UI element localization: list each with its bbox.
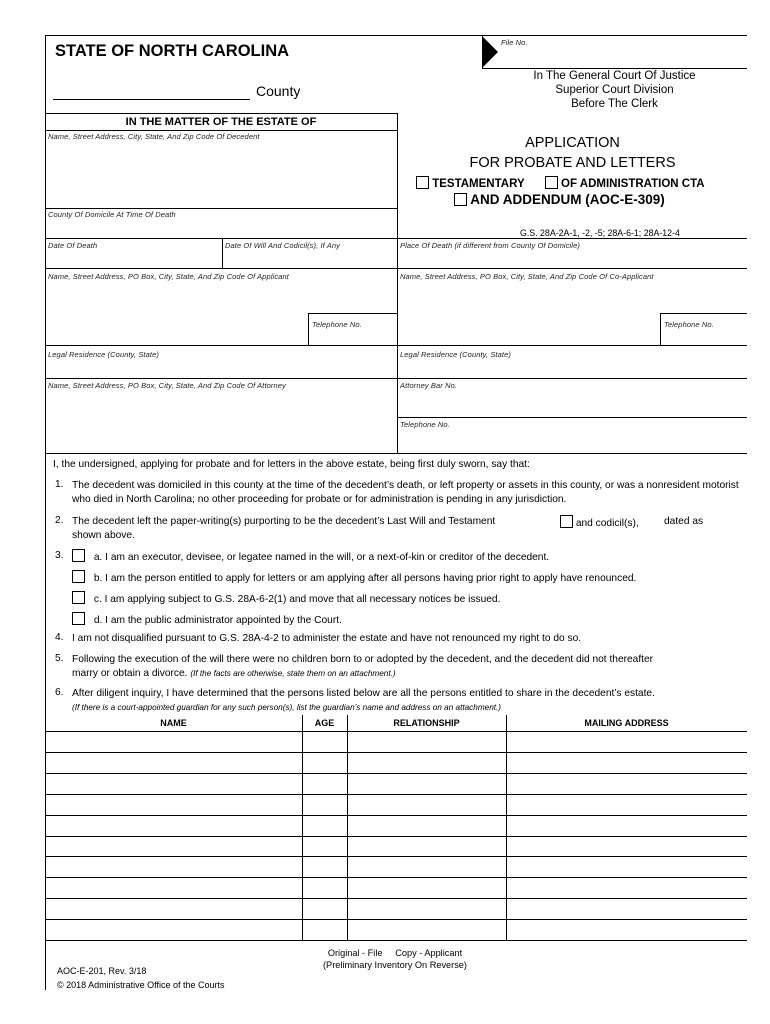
- table-cell-relationship[interactable]: [349, 921, 504, 938]
- attorney-label: Name, Street Address, PO Box, City, State, And Zip Code Of Attorney: [48, 381, 286, 390]
- decedent-label: Name, Street Address, City, State, And Zip Code Of Decedent: [48, 132, 260, 141]
- copy-distribution: [280, 947, 510, 971]
- table-cell-name[interactable]: [47, 733, 300, 750]
- applicant-phone-label: Telephone No.: [312, 320, 362, 329]
- file-no-field[interactable]: [500, 50, 740, 66]
- item-3d-checkbox[interactable]: [72, 612, 85, 625]
- residence-row-rule: [45, 345, 747, 346]
- item-4-number: 4.: [55, 632, 64, 643]
- date-divider: [222, 238, 223, 268]
- table-cell-age[interactable]: [304, 775, 345, 792]
- county-label: County: [256, 83, 301, 99]
- table-cell-name[interactable]: [47, 775, 300, 792]
- top-rule: [45, 35, 747, 36]
- item-3a-text: a. I am an executor, devisee, or legatee named in the will, or a next-of-kin or creditor of the decedent.: [93, 552, 550, 563]
- item-2-codicil: [560, 515, 639, 531]
- file-no-label: File No.: [501, 38, 528, 47]
- co-applicant-phone-label: Telephone No.: [664, 320, 714, 329]
- table-cell-relationship[interactable]: [349, 796, 504, 813]
- table-cell-name[interactable]: [47, 858, 300, 875]
- table-cell-mailing-address[interactable]: [508, 879, 745, 896]
- court-line-2: Superior Court Division: [555, 84, 674, 96]
- item-3c-text: c. I am applying subject to G.S. 28A-6-2(1) and move that all necessary notices be issued.: [93, 594, 501, 605]
- table-cell-name[interactable]: [47, 817, 300, 834]
- applicant-residence-label: Legal Residence (County, State): [48, 350, 159, 359]
- applicant-phone-field[interactable]: [310, 330, 395, 344]
- table-cell-mailing-address[interactable]: [508, 733, 745, 750]
- table-cell-age[interactable]: [304, 838, 345, 855]
- table-row-rule: [45, 836, 747, 837]
- title-line-1: APPLICATION: [525, 135, 620, 151]
- state-title: STATE OF NORTH CAROLINA: [55, 42, 290, 60]
- table-row-rule: [45, 794, 747, 795]
- court-line-3: Before The Clerk: [571, 98, 658, 110]
- table-cell-mailing-address[interactable]: [508, 921, 745, 938]
- testamentary-label: TESTAMENTARY: [432, 178, 525, 190]
- applicant-label: Name, Street Address, PO Box, City, State, And Zip Code Of Applicant: [48, 272, 289, 281]
- co-applicant-phone-left: [660, 313, 661, 345]
- table-row-rule: [45, 877, 747, 878]
- item-5-line-2: [72, 667, 396, 681]
- applicant-phone-top: [308, 313, 397, 314]
- table-cell-age[interactable]: [304, 817, 345, 834]
- administration-cta-checkbox[interactable]: [545, 176, 558, 189]
- application-title: [398, 135, 747, 171]
- item-5-line-1: Following the execution of the will there were no children born to or adopted by the decedent, and the decedent did not thereafter: [72, 654, 654, 665]
- table-cell-name[interactable]: [47, 879, 300, 896]
- addendum-checkbox[interactable]: [454, 193, 467, 206]
- table-cell-relationship[interactable]: [349, 775, 504, 792]
- table-cell-mailing-address[interactable]: [508, 900, 745, 917]
- codicil-checkbox[interactable]: [560, 515, 573, 528]
- col-header-mailing-address: MAILING ADDRESS: [584, 718, 669, 728]
- item-2-dated-label: dated as: [664, 516, 704, 527]
- table-cell-age[interactable]: [304, 921, 345, 938]
- decedent-field[interactable]: [48, 144, 393, 206]
- county-field[interactable]: [53, 82, 250, 100]
- item-3c: [72, 591, 500, 607]
- date-of-death-label: Date Of Death: [48, 241, 98, 250]
- file-box-left: [482, 36, 483, 69]
- table-row-rule: [45, 773, 747, 774]
- item-6-note: (If there is a court-appointed guardian for any such person(s), list the guardian’s name and address on an attachment.): [72, 703, 502, 712]
- date-of-death-field[interactable]: [48, 251, 218, 266]
- item-3a-checkbox[interactable]: [72, 549, 85, 562]
- item-3b-text: b. I am the person entitled to apply for letters or am applying after all persons having prior right to apply have renounced.: [93, 573, 637, 584]
- table-row-rule: [45, 919, 747, 920]
- attorney-phone-field[interactable]: [400, 431, 740, 451]
- estate-top-rule: [45, 113, 397, 114]
- form-number: AOC-E-201, Rev. 3/18: [57, 966, 147, 976]
- item-5-text: marry or obtain a divorce.: [72, 668, 188, 679]
- table-cell-age[interactable]: [304, 858, 345, 875]
- item-3a: [72, 549, 549, 565]
- copies-line: Original - File Copy - Applicant: [327, 948, 463, 958]
- place-of-death-field[interactable]: [400, 251, 740, 266]
- col-header-age: AGE: [314, 718, 335, 728]
- table-cell-name[interactable]: [47, 796, 300, 813]
- item-3-number: 3.: [55, 550, 64, 561]
- estate-heading: IN THE MATTER OF THE ESTATE OF: [125, 116, 317, 128]
- file-arrow-icon: [482, 36, 498, 68]
- attorney-row-rule: [45, 378, 747, 379]
- item-6-number: 6.: [55, 687, 64, 698]
- statute-reference: G.S. 28A-2A-1, -2, -5; 28A-6-1; 28A-12-4: [520, 228, 680, 238]
- attorney-phone-rule: [397, 417, 747, 418]
- domicile-rule: [45, 208, 397, 209]
- table-cell-relationship[interactable]: [349, 817, 504, 834]
- addendum-label: AND ADDENDUM (AOC-E-309): [470, 192, 665, 207]
- date-of-will-field[interactable]: [225, 251, 393, 266]
- attorney-phone-label: Telephone No.: [400, 420, 450, 429]
- table-cell-age[interactable]: [304, 733, 345, 750]
- applicant-phone-left: [308, 313, 309, 345]
- table-col-divider-1: [302, 715, 303, 940]
- item-6-text: After diligent inquiry, I have determined that the persons listed below are all the persons entitled to share in the decedent’s estate.: [72, 688, 655, 699]
- table-row-rule: [45, 815, 747, 816]
- table-cell-name[interactable]: [47, 900, 300, 917]
- testamentary-checkbox[interactable]: [416, 176, 429, 189]
- date-row-rule: [45, 238, 747, 239]
- table-row-rule: [45, 856, 747, 857]
- item-3d: [72, 612, 342, 628]
- codicil-label: and codicil(s),: [575, 518, 639, 529]
- table-cell-age[interactable]: [304, 879, 345, 896]
- table-cell-mailing-address[interactable]: [508, 775, 745, 792]
- table-cell-mailing-address[interactable]: [508, 817, 745, 834]
- inventory-note: (Preliminary Inventory On Reverse): [323, 960, 467, 970]
- applicant-row-rule: [45, 268, 747, 269]
- item-2-number: 2.: [55, 515, 64, 526]
- addendum-option: [454, 192, 665, 207]
- title-line-2: FOR PROBATE AND LETTERS: [469, 155, 676, 171]
- table-cell-age[interactable]: [304, 796, 345, 813]
- item-1-number: 1.: [55, 479, 64, 490]
- table-cell-relationship[interactable]: [349, 879, 504, 896]
- item-5-note: (If the facts are otherwise, state them on an attachment.): [190, 669, 396, 678]
- table-cell-mailing-address[interactable]: [508, 754, 745, 771]
- letter-type-options: [416, 176, 705, 190]
- table-cell-relationship[interactable]: [349, 754, 504, 771]
- left-border: [45, 35, 46, 941]
- court-info: [482, 69, 747, 111]
- footer-left-border: [45, 940, 46, 990]
- attorney-bar-field[interactable]: [400, 393, 740, 415]
- co-applicant-residence-label: Legal Residence (County, State): [400, 350, 511, 359]
- table-cell-name[interactable]: [47, 838, 300, 855]
- item-1-text: The decedent was domiciled in this county at the time of the decedent’s death, or left property or assets in this county, or was a nonresident motorist who died in North Carolina; no other proceeding for probate or for administration is pending in any jurisdiction.: [72, 480, 739, 505]
- table-cell-mailing-address[interactable]: [508, 838, 745, 855]
- col-header-relationship: RELATIONSHIP: [393, 718, 460, 728]
- table-cell-age[interactable]: [304, 900, 345, 917]
- co-applicant-label: Name, Street Address, PO Box, City, State, And Zip Code Of Co-Applicant: [400, 272, 654, 281]
- item-4-text: I am not disqualified pursuant to G.S. 28A-4-2 to administer the estate and have not renounced my right to do so.: [72, 633, 582, 644]
- date-of-will-label: Date Of Will And Codicil(s), If Any: [225, 241, 340, 250]
- item-2-line-1: [72, 515, 495, 529]
- item-2-text: The decedent left the paper-writing(s) purporting to be the decedent’s Last Will and Testament: [72, 516, 496, 527]
- item-5-number: 5.: [55, 653, 64, 664]
- table-col-divider-3: [506, 715, 507, 940]
- table-cell-name[interactable]: [47, 921, 300, 938]
- table-cell-age[interactable]: [304, 754, 345, 771]
- table-cell-relationship[interactable]: [349, 733, 504, 750]
- table-cell-relationship[interactable]: [349, 858, 504, 875]
- table-cell-name[interactable]: [47, 754, 300, 771]
- col-header-name: NAME: [160, 718, 187, 728]
- copyright: © 2018 Administrative Office of the Courts: [57, 980, 225, 990]
- applicant-residence-field[interactable]: [48, 361, 393, 376]
- domicile-label: County Of Domicile At Time Of Death: [48, 210, 176, 219]
- table-cell-mailing-address[interactable]: [508, 858, 745, 875]
- table-cell-relationship[interactable]: [349, 838, 504, 855]
- table-cell-mailing-address[interactable]: [508, 796, 745, 813]
- table-col-divider-2: [347, 715, 348, 940]
- co-applicant-phone-field[interactable]: [662, 330, 746, 344]
- item-3c-checkbox[interactable]: [72, 591, 85, 604]
- place-of-death-label: Place Of Death (if different from County Of Domicile): [400, 241, 580, 250]
- domicile-field[interactable]: [48, 221, 393, 236]
- table-cell-relationship[interactable]: [349, 900, 504, 917]
- attorney-bar-label: Attorney Bar No.: [400, 381, 458, 390]
- administration-cta-label: OF ADMINISTRATION CTA: [561, 178, 705, 190]
- table-row-rule: [45, 752, 747, 753]
- table-row-rule: [45, 731, 747, 732]
- co-applicant-residence-field[interactable]: [400, 361, 740, 376]
- footer-rule: [45, 940, 747, 941]
- estate-heading-rule: [45, 130, 397, 131]
- body-top-rule: [45, 453, 747, 454]
- item-2-line-2: shown above.: [72, 530, 135, 541]
- court-line-1: In The General Court Of Justice: [533, 70, 696, 82]
- item-3d-text: d. I am the public administrator appointed by the Court.: [93, 615, 342, 626]
- applicant-field[interactable]: [48, 284, 306, 342]
- intro-text: I, the undersigned, applying for probate and for letters in the above estate, being first duly sworn, say that:: [53, 459, 530, 470]
- attorney-field[interactable]: [48, 393, 393, 449]
- item-3b-checkbox[interactable]: [72, 570, 85, 583]
- item-3b: [72, 570, 636, 586]
- co-applicant-field[interactable]: [400, 284, 658, 342]
- table-row-rule: [45, 898, 747, 899]
- co-applicant-phone-top: [660, 313, 747, 314]
